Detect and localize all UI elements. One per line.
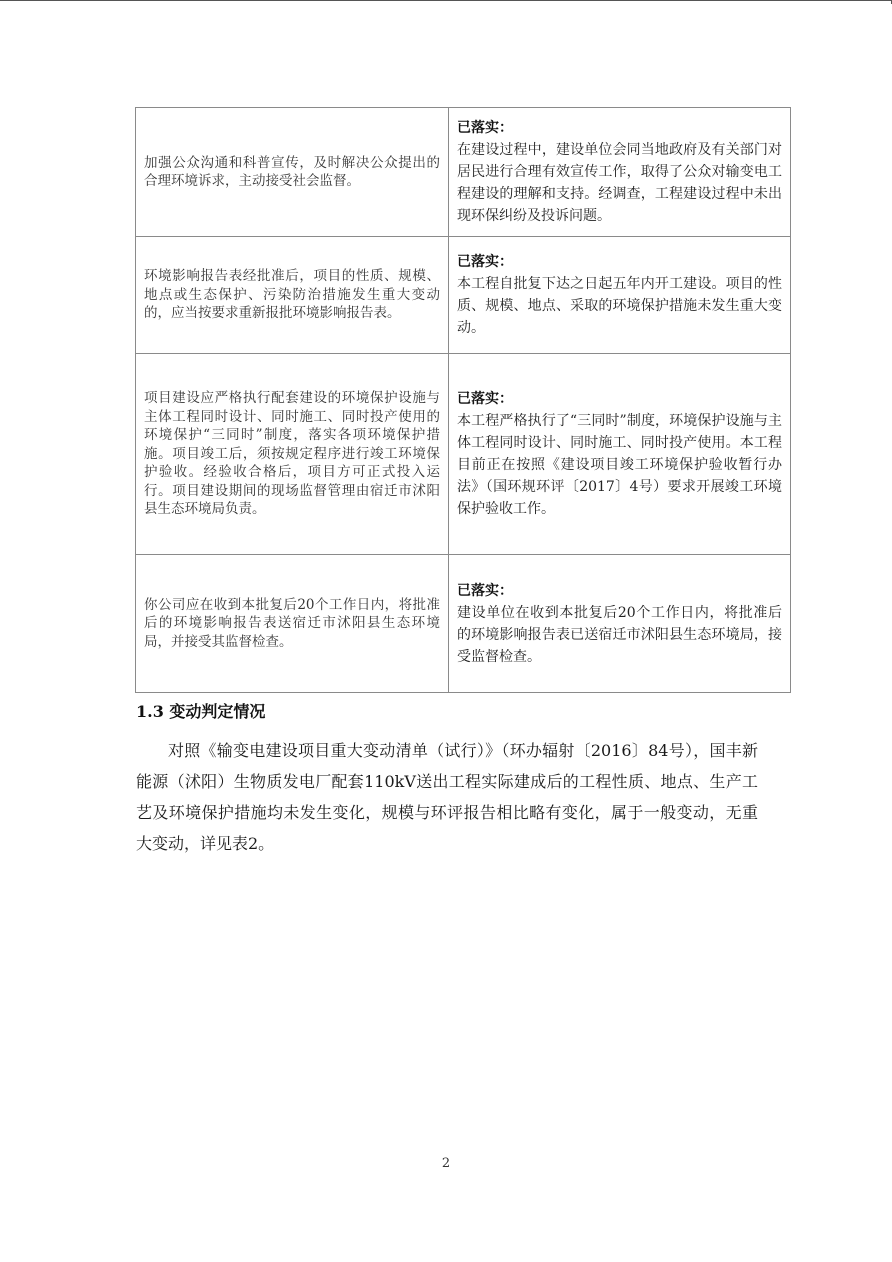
requirement-text: 项目建设应严格执行配套建设的环境保护设施与主体工程同时设计、同时施工、同时投产使用的环境保护“三同时”制度，落实各项环境保护措施。项目竣工后，须按规定程序进行竣工环境保护验收。经验收合格后，项目方可正式投入运行。项目建设期间的现场监督管理由宿迁市沭阳县生态环境局负责。 xyxy=(144,390,440,518)
status-label: 已落实： xyxy=(457,254,513,270)
status-label: 已落实： xyxy=(457,391,513,407)
requirement-cell xyxy=(136,108,449,237)
implementation-cell xyxy=(449,555,791,693)
implementation-text: 在建设过程中，建设单位会同当地政府及有关部门对居民进行合理有效宣传工作，取得了公众对输变电工程建设的理解和支持。经调查，工程建设过程中未出现环保纠纷及投诉问题。 xyxy=(457,142,782,224)
table-row xyxy=(136,237,791,354)
page-top-rule xyxy=(0,0,892,1)
requirement-cell xyxy=(136,354,449,555)
requirement-cell xyxy=(136,237,449,354)
section-paragraph: 对照《输变电建设项目重大变动清单（试行）》（环办辐射〔2016〕84号），国丰新能源（沭阳）生物质发电厂配套110kV送出工程实际建成后的工程性质、地点、生产工艺及环境保护措施均未发生变化，规模与环评报告相比略有变化，属于一般变动，无重大变动，详见表2。 xyxy=(136,741,758,853)
implementation-text: 建设单位在收到本批复后20个工作日内，将批准后的环境影响报告表已送宿迁市沭阳县生态环境局，接受监督检查。 xyxy=(457,604,782,665)
section-heading: 1.3 变动判定情况 xyxy=(136,702,266,721)
page-number: 2 xyxy=(441,1156,451,1171)
table-row xyxy=(136,108,791,237)
requirement-text: 你公司应在收到本批复后20个工作日内，将批准后的环境影响报告表送宿迁市沭阳县生态环境局，并接受其监督检查。 xyxy=(144,596,440,650)
requirement-cell xyxy=(136,555,449,693)
requirement-text: 加强公众沟通和科普宣传，及时解决公众提出的合理环境诉求，主动接受社会监督。 xyxy=(144,154,440,189)
requirements-table xyxy=(135,107,791,693)
implementation-cell xyxy=(449,237,791,354)
implementation-text: 本工程自批复下达之日起五年内开工建设。项目的性质、规模、地点、采取的环境保护措施未发生重大变动。 xyxy=(457,276,782,336)
table-row xyxy=(136,555,791,693)
implementation-text: 本工程严格执行了“三同时”制度，环境保护设施与主体工程同时设计、同时施工、同时投产使用。本工程目前正在按照《建设项目竣工环境保护验收暂行办法》（国环规环评〔2017〕4号）要求开展竣工环境保护验收工作。 xyxy=(457,413,782,517)
status-label: 已落实： xyxy=(457,582,513,599)
status-label: 已落实： xyxy=(457,120,513,136)
table-row xyxy=(136,354,791,555)
requirement-text: 环境影响报告表经批准后，项目的性质、规模、地点或生态保护、污染防治措施发生重大变动的，应当按要求重新报批环境影响报告表。 xyxy=(144,268,440,322)
implementation-cell xyxy=(449,108,791,237)
implementation-cell xyxy=(449,354,791,555)
